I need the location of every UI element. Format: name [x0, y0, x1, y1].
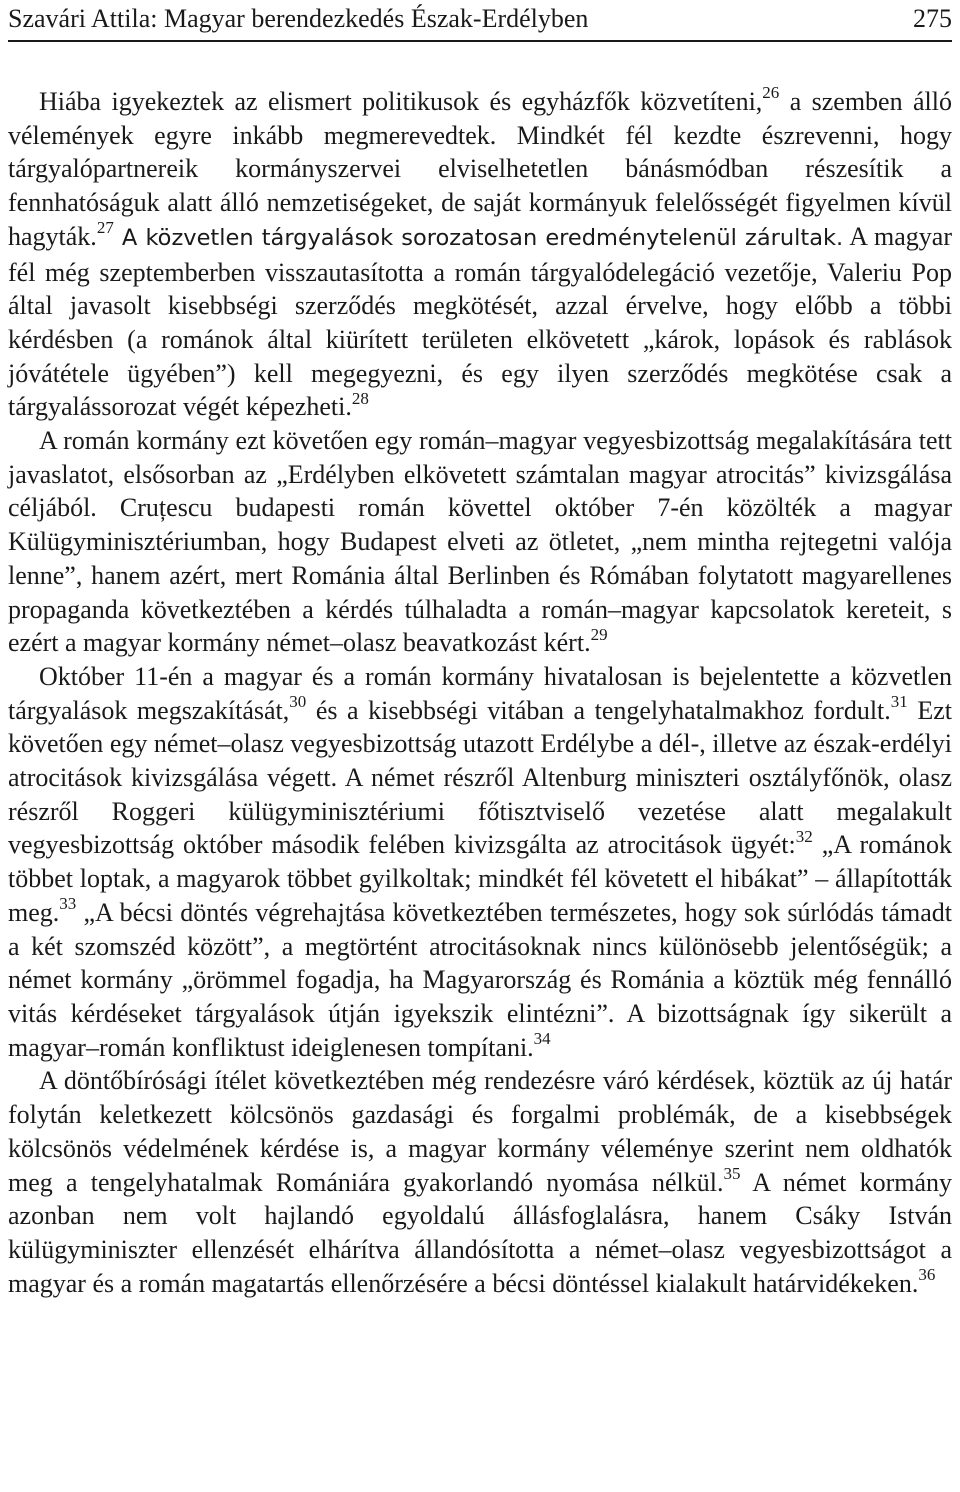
footnote-marker: 26: [762, 83, 780, 103]
text-run: A magyar fél még szeptemberben visszautasította a román tárgyalódelegáció vezetője, Valeriu Pop által javasolt kisebbségi szerződés megkötését, azzal érvelve, hogy előbb a többi kérdésben (a románok által kiürített területen elkövetett „károk, lopások és rablások jóvátétele ügyében”) kell megegyezni, és egy ilyen szerződés megkötése csak a tárgyalássorozat végét képezheti.: [8, 221, 952, 422]
running-head: [8, 4, 952, 42]
text-run: a szemben álló vélemények egyre inkább megmerevedtek. Mindkét fél kezdte észrevenni, hogy tárgyalópartnereik kormányszervei elviselhetetlen bánásmódban részesítik a fennhatóságuk alatt álló nemzetiségeket, de saját kormányuk felelősségét figyelmen kívül hagyták.: [8, 87, 952, 251]
text-run: „A bécsi döntés végrehajtása következtében természetes, hogy sok súrlódás támadt a két szomszéd között”, a megtörtént atrocitásoknak nincs különösebb jelentőségük; a német kormány „örömmel fogadja, ha Magyarország és Románia a köztük még fennálló vitás kérdéseket tárgyalások útján igyekszik elintézni”. A bizottságnak így sikerült a magyar–román konfliktust ideiglenesen tompítani.: [8, 897, 952, 1062]
body-text: [8, 85, 952, 1300]
footnote-marker: 34: [533, 1029, 551, 1049]
footnote-marker: 31: [890, 692, 908, 711]
text-run: Hiába igyekeztek az elismert politikusok és egyházfők közvetíteni,: [39, 87, 763, 116]
footnote-marker: 30: [289, 692, 307, 711]
footnote-marker: 28: [351, 388, 369, 408]
footnote-marker: 35: [723, 1163, 741, 1183]
running-head-title: Szavári Attila: Magyar berendezkedés Észak-Erdélyben: [8, 4, 589, 33]
text-run-sans: A közvetlen tárgyalások sorozatosan eredménytelenül zárultak.: [113, 224, 844, 251]
text-run: Ezt követően egy német–olasz vegyesbizottság utazott Erdélybe a dél-, illetve az észak-erdélyi atrocitások kivizsgálása végett. A német részről Altenburg miniszteri osztályfőnök, olasz részről Roggeri külügyminisztériumi főtisztviselő vezetése alatt megalakult vegyesbizottság október második felében kivizsgálta az atrocitások ügyét:: [8, 695, 952, 860]
text-run: Október 11-én a magyar és a román kormány hivatalosan is bejelentette a közvetlen tárgyalások megszakítását,: [8, 661, 952, 725]
text-run: A német kormány azonban nem volt hajlandó egyoldalú állásfoglalásra, hanem Csáky István külügyminiszter ellenzését elhárítva állandósította a német–olasz vegyesbizottságot a magyar és a román magatartás ellenőrzésére a bécsi döntéssel kialakult határvidékeken.: [8, 1167, 953, 1298]
paragraph: [8, 85, 952, 424]
footnote-marker: 27: [96, 218, 114, 238]
text-run: A döntőbírósági ítélet következtében még rendezésre váró kérdések, köztük az új határ folytán keletkezett kölcsönös gazdasági és forgalmi problémák, de a kisebbségek kölcsönös védelmének kérdése is, a magyar kormány véleménye szerint nem oldhatók meg a tengelyhatalmak Romániára gyakorlandó nyomása nélkül.: [8, 1066, 952, 1197]
text-run: A román kormány ezt követően egy román–magyar vegyesbizottság megalakítására tett javaslatot, elsősorban az „Erdélyben elkövetett számtalan magyar atrocitás” kivizsgálása céljából. Cruțescu budapesti román követtel október 7-én közölték a magyar Külügyminisztériumban, hogy Budapest elveti az ötletet, „nem mintha rejtegetni valója lenne”, hanem azért, mert Románia által Berlinben és Rómában folytatott magyarellenes propaganda következtében a kérdés túlhaladta a román–magyar kapcsolatok kereteit, s ezért a magyar kormány német–olasz beavatkozást kért.: [8, 426, 952, 658]
footnote-marker: 32: [795, 826, 813, 846]
text-run: és a kisebbségi vitában a tengelyhatalmakhoz fordult.: [306, 695, 891, 725]
footnote-marker: 36: [918, 1264, 936, 1284]
paragraph: [8, 660, 952, 1064]
book-page: [8, 0, 952, 1492]
page-number: 275: [913, 4, 952, 33]
footnote-marker: 29: [590, 624, 608, 644]
footnote-marker: 33: [59, 894, 77, 914]
text-run: „A románok többet loptak, a magyarok többet gyilkoltak; mindkét fél követett el hibákat” – állapították meg.: [8, 830, 952, 927]
paragraph: [8, 1064, 952, 1300]
paragraph: [8, 424, 952, 660]
